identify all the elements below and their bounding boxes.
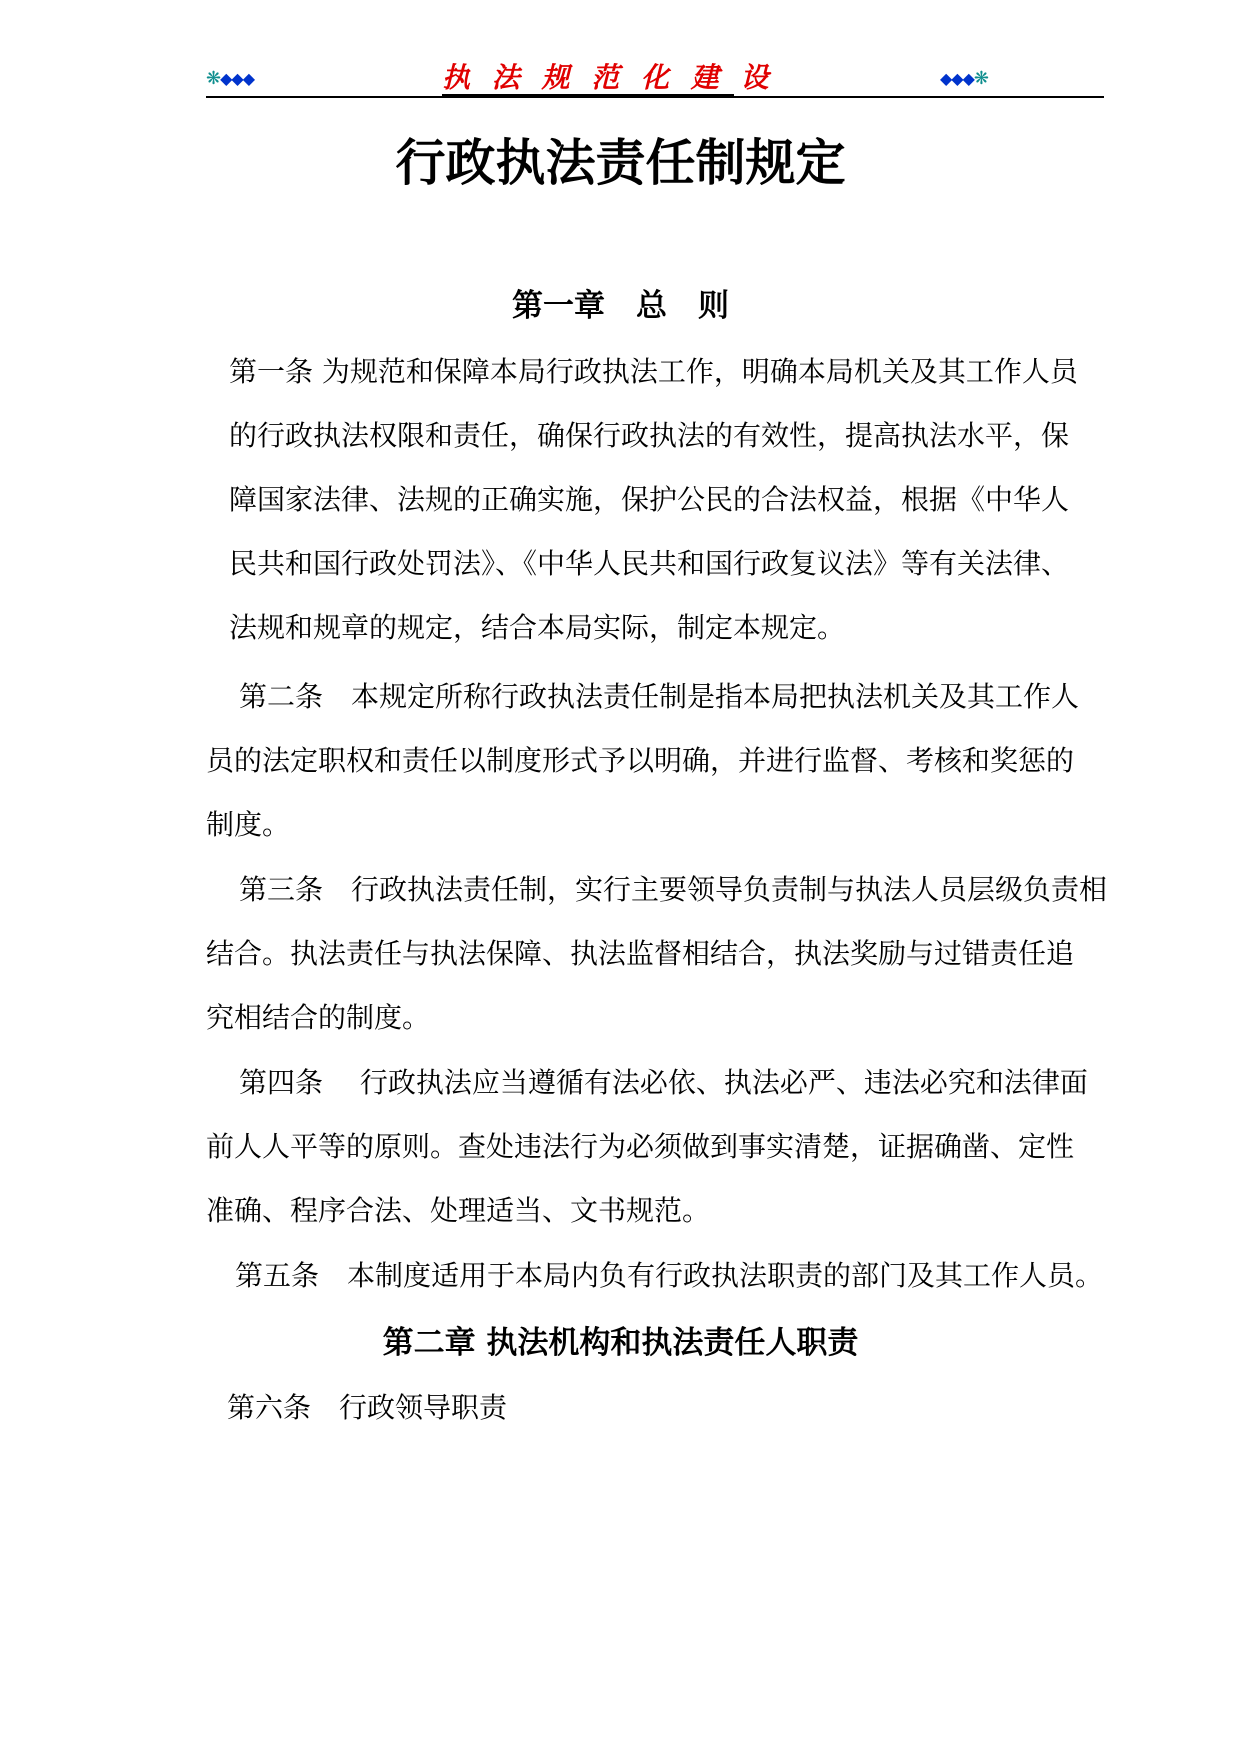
article-line: 第五条 本制度适用于本局内负有行政执法职责的部门及其工作人员。 <box>235 1259 1104 1292</box>
header-ornament-left: ❋◆◆◆ <box>206 68 255 89</box>
article-2 <box>206 665 1079 857</box>
article-3 <box>206 858 1107 1050</box>
running-header <box>206 62 1104 98</box>
article-1 <box>229 340 1078 660</box>
article-5 <box>235 1244 1103 1308</box>
article-line: 第六条 行政领导职责 <box>227 1391 508 1424</box>
article-line: 员的法定职权和责任以制度形式予以明确，并进行监督、考核和奖惩的 <box>206 744 1075 777</box>
article-line: 制度。 <box>206 808 291 841</box>
article-6 <box>227 1376 507 1440</box>
chapter-1-heading: 第一章 总 则 <box>512 288 729 324</box>
article-line: 的行政执法权限和责任，确保行政执法的有效性，提高执法水平，保 <box>229 419 1070 452</box>
article-line: 究相结合的制度。 <box>206 1001 431 1034</box>
article-line: 障国家法律、法规的正确实施，保护公民的合法权益，根据《中华人 <box>229 483 1070 516</box>
article-line: 准确、程序合法、处理适当、文书规范。 <box>206 1194 711 1227</box>
article-line: 第四条 行政执法应当遵循有法必依、执法必严、违法必究和法律面 <box>239 1066 1088 1099</box>
article-line: 前人人平等的原则。查处违法行为必须做到事实清楚，证据确凿、定性 <box>206 1130 1075 1163</box>
article-line: 民共和国行政处罚法》、《中华人民共和国行政复议法》等有关法律、 <box>229 547 1070 580</box>
header-ornament-right: ◆◆◆❋ <box>940 68 989 89</box>
article-line: 结合。执法责任与执法保障、执法监督相结合，执法奖励与过错责任追 <box>206 937 1075 970</box>
chapter-2-heading: 第二章 执法机构和执法责任人职责 <box>382 1325 859 1361</box>
article-line: 法规和规章的规定，结合本局实际，制定本规定。 <box>229 611 846 644</box>
article-line: 第二条 本规定所称行政执法责任制是指本局把执法机关及其工作人 <box>239 680 1080 713</box>
document-title: 行政执法责任制规定 <box>395 134 846 192</box>
article-line: 第一条 为规范和保障本局行政执法工作，明确本局机关及其工作人员 <box>229 355 1078 388</box>
article-line: 第三条 行政执法责任制，实行主要领导负责制与执法人员层级负责相 <box>239 873 1108 906</box>
header-title: 执 法 规 范 化 建 设 <box>442 61 775 94</box>
article-4 <box>206 1051 1088 1243</box>
